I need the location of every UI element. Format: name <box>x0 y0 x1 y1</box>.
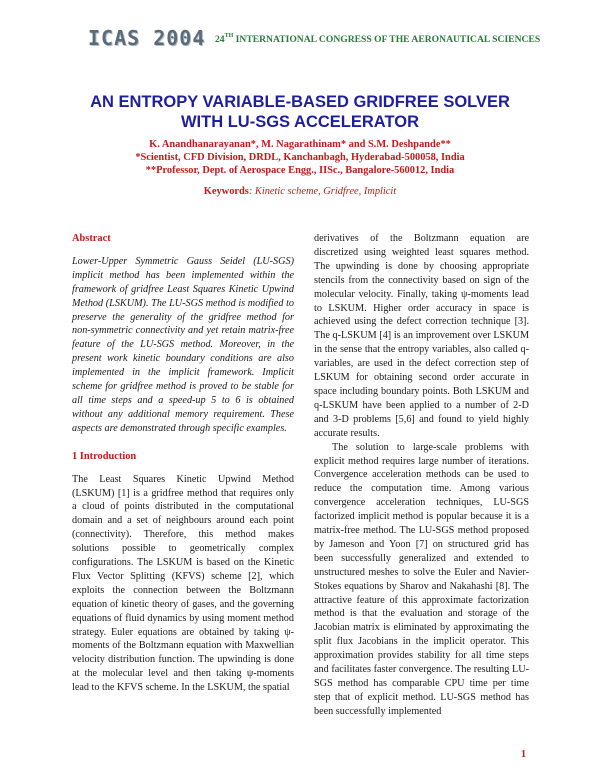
icas-logo: ICAS 2004 <box>88 26 206 50</box>
intro-paragraph-1-continued: derivatives of the Boltzmann equation are discretized using weighted least squares method. The upwinding is done by choosing appropriate stencils from the connectivity based on sign of the molecular velocity. Finally, taking ψ-moments lead to LSKUM. Higher order accuracy in space is achieved using the defect correction technique [3]. The q-LSKUM [4] is an improvement over LSKUM in the sense that the entropy variables, also called q-variables, are used in the defect correction step of LSKUM for obtaining second order accurate in space including boundary points. Both LSKUM and q-LSKUM have been applied to a number of 2-D and 3-D problems [5,6] and found to yield highly accurate results. <box>314 233 529 439</box>
authors-block <box>60 138 540 177</box>
conference-name <box>215 34 540 45</box>
page-header <box>88 26 541 52</box>
intro-paragraph-1: The Least Squares Kinetic Upwind Method (LSKUM) [1] is a gridfree method that requires only a cloud of points distributed in the computational domain and a set of neighbours around each point (connectivity). Therefore, this method makes solutions possible to geometrically complex configurations. The LSKUM is based on the Kinetic Flux Vector Splitting (KFVS) scheme [2], which exploits the connection between the Boltzmann equation of kinetic theory of gases, and the governing equations of fluid dynamics by using moment method strategy. Euler equations are obtained by taking ψ-moments of the Boltzmann equation with Maxwellian velocity distribution function. The upwinding is done at the molecular level and then taking ψ-moments lead to the KFVS scheme. In the LSKUM, the spatial <box>72 473 294 694</box>
left-column <box>72 232 294 695</box>
conference-title: INTERNATIONAL CONGRESS OF THE AERONAUTICAL SCIENCES <box>235 34 541 46</box>
affiliation-1: *Scientist, CFD Division, DRDL, Kanchanbagh, Hyderabad-500058, India <box>135 152 465 163</box>
introduction-heading: 1 Introduction <box>72 450 137 462</box>
abstract-heading: Abstract <box>72 233 111 244</box>
paper-title <box>60 92 540 132</box>
keywords-label: Keywords <box>203 186 249 197</box>
keywords-text: : Kinetic scheme, Gridfree, Implicit <box>248 186 397 197</box>
intro-paragraph-2: The solution to large-scale problems with explicit method requires large number of iterations. Convergence acceleration methods can be used to reduce the computation time. Among various convergence acceleration techniques, LU-SGS factorized implicit method is popular because it is a matrix-free method. The LU-SGS method proposed by Jameson and Yoon [7] on structured grid has been successfully generalized and extended to unstructured meshes to solve the Euler and Navier-Stokes equations by Sharov and Nakahashi [8]. The attractive feature of this approximate factorization method is that the evaluation and storage of the Jacobian matrix is eliminated by approximating the split flux Jacobians in the implicit operator. This approximation provides stability for all time steps and facilitates faster convergence. The resulting LU-SGS method has comparable CPU time per time step that of explicit method. LU-SGS method has been successfully implemented <box>314 441 529 717</box>
conference-suffix: TH <box>224 33 234 39</box>
affiliation-2: **Professor, Dept. of Aerospace Engg., IISc., Bangalore-560012, India <box>145 165 455 176</box>
title-line-2: WITH LU-SGS ACCELERATOR <box>180 113 420 131</box>
conference-number: 24 <box>215 34 225 46</box>
title-line-1: AN ENTROPY VARIABLE-BASED GRIDFREE SOLVER <box>90 93 510 111</box>
right-column <box>314 232 529 719</box>
page-number: 1 <box>521 749 526 760</box>
abstract-text: Lower-Upper Symmetric Gauss Seidel (LU-SGS) implicit method has been implemented within the framework of gridfree Least Squares Kinetic Upwind Method (LSKUM). The LU-SGS method is modified to preserve the generality of the gridfree method for non-symmetric connectivity and yet retain matrix-free feature of the LU-SGS method. Moreover, in the present work kinetic boundary conditions are also implemented in the implicit framework. Implicit scheme for gridfree method is proved to be stable for all time steps and a speed-up 5 to 6 is obtained without any additional memory requirement. These aspects are demonstrated through specific examples. <box>72 255 294 434</box>
author-names: K. Anandhanarayanan*, M. Nagarathinam* and S.M. Deshpande** <box>149 139 451 150</box>
keywords <box>60 186 540 197</box>
